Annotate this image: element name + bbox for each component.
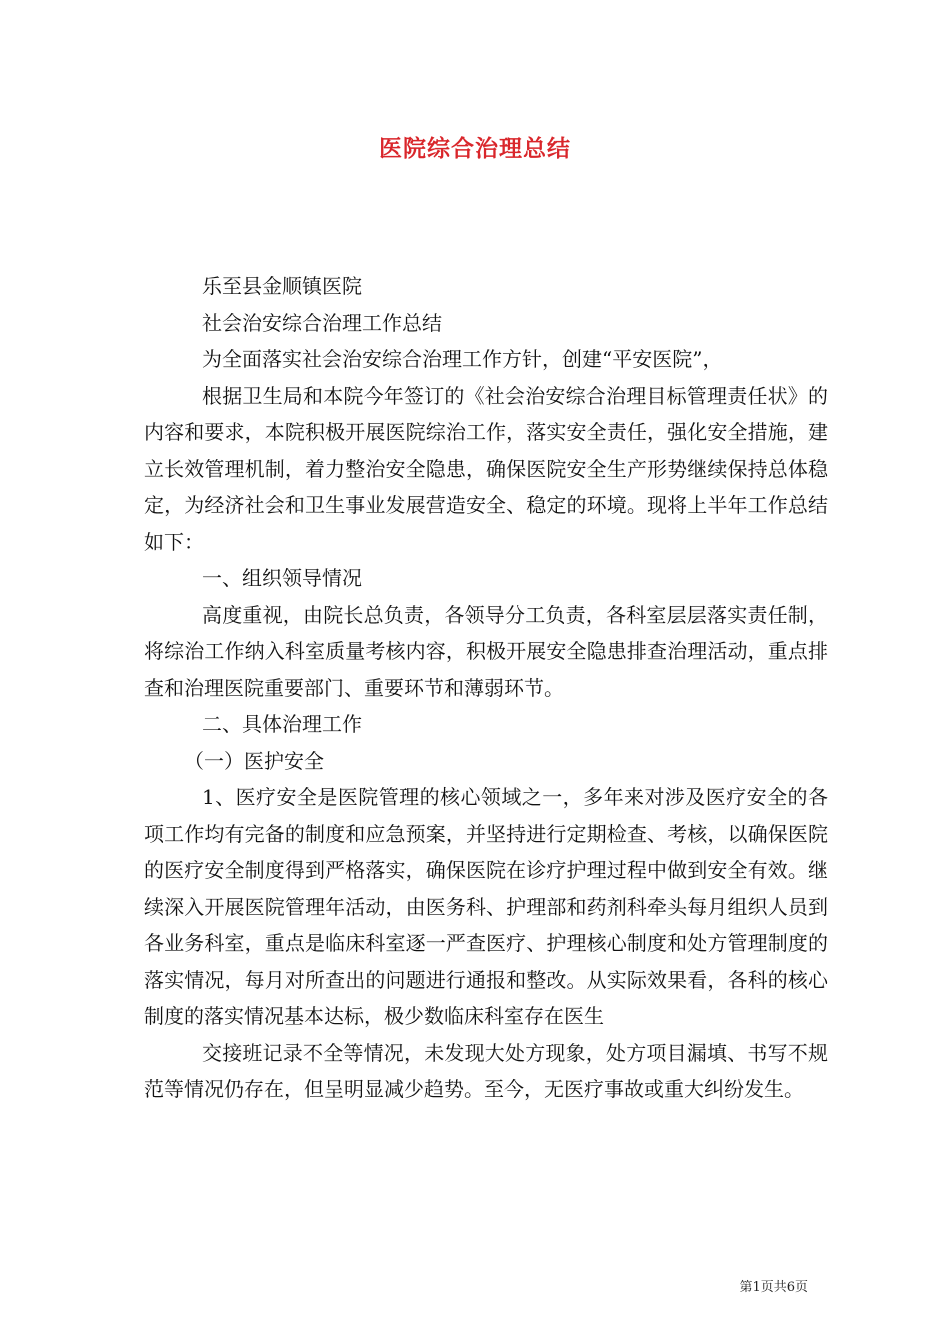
- paragraph-subtitle: 社会治安综合治理工作总结: [202, 310, 442, 335]
- paragraph-intro: 为全面落实社会治安综合治理工作方针，创建“平安医院”，: [202, 347, 723, 371]
- heading-section-2: 二、具体治理工作: [202, 712, 362, 736]
- document-body: [144, 268, 828, 1108]
- paragraph-medical-safety: 1、医疗安全是医院管理的核心领域之一，多年来对涉及医疗安全的各项工作均有完备的制度和应急预案，并坚持进行定期检查、考核，以确保医院的医疗安全制度得到严格落实，确保医院在诊疗护理过程中做到安全有效。继续深入开展医院管理年活动，由医务科、护理部和药剂科牵头每月组织人员到各业务科室，重点是临床科室逐一严查医疗、护理核心制度和处方管理制度的落实情况，每月对所查出的问题进行通报和整改。从实际效果看，各科的核心制度的落实情况基本达标，极少数临床科室存在医生: [144, 785, 828, 1028]
- paragraph-handover: 交接班记录不全等情况，未发现大处方现象，处方项目漏填、书写不规范等情况仍存在，但呈明显减少趋势。至今，无医疗事故或重大纠纷发生。: [144, 1040, 828, 1101]
- paragraph-hospital-name: 乐至县金顺镇医院: [202, 274, 362, 298]
- heading-subsection-1: （一）医护安全: [184, 748, 324, 773]
- page-number: 第1页共6页: [739, 1280, 808, 1295]
- paragraph-basis: 根据卫生局和本院今年签订的《社会治安综合治理目标管理责任状》的内容和要求，本院积极开展医院综治工作，落实安全责任，强化安全措施，建立长效管理机制，着力整治安全隐患，确保医院安全生产形势继续保持总体稳定，为经济社会和卫生事业发展营造安全、稳定的环境。现将上半年工作总结如下：: [144, 383, 828, 554]
- document-title: 医院综合治理总结: [379, 135, 571, 162]
- paragraph-leadership: 高度重视，由院长总负责，各领导分工负责，各科室层层落实责任制，将综治工作纳入科室质量考核内容，积极开展安全隐患排查治理活动，重点排查和治理医院重要部门、重要环节和薄弱环节。: [144, 602, 828, 700]
- heading-section-1: 一、组织领导情况: [202, 566, 362, 590]
